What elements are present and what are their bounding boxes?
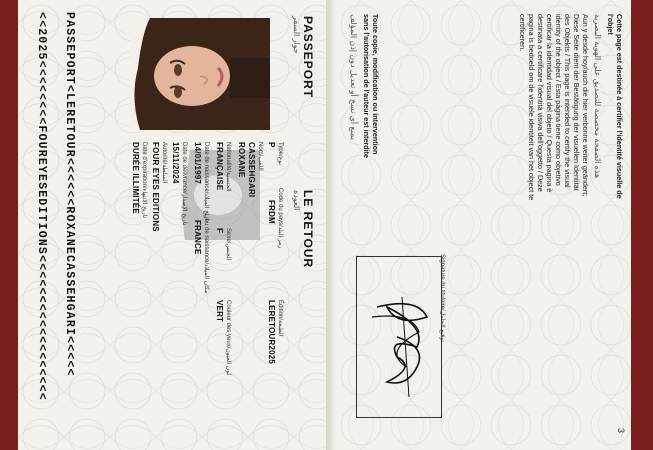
authority-label: Autorité/السلطة	[161, 142, 167, 184]
sex-value: F	[215, 228, 224, 234]
pob-value: FRANCE	[193, 220, 202, 255]
notice-body: Aun y desde hoy/auch die hier verbonne weiter geändert; Diese Seite dient der Bestätigung der visuellen Identität des Objekts / This page is intended to certify the visual identity of the object / Esta página tiene como objetivo certificar la identidad visual del objeto / Questa pagina è destinata a certificare l'identità visiva dell'oggetto / Deze pagina is bedoeld om de visuele identiteit van het object te certificeren.	[518, 14, 590, 201]
surname-label: Nom/اللقب	[257, 142, 263, 171]
le-retour-title: LE RETOUR	[301, 190, 315, 269]
country-code-label: Code du pays/رمز البلد	[277, 188, 283, 249]
mrz-line-2: <<2025<<<<<<<<FOUREYESEDITIONS<<<<<<<<<<<<<<<<<<	[35, 12, 48, 401]
surname-value: CASSEHGARI	[247, 142, 256, 198]
signature-page	[336, 0, 631, 450]
signature-scribble	[357, 257, 441, 417]
data-page	[18, 0, 328, 450]
pob-label: Lieu de naissance/مكان الميلاد	[203, 214, 209, 294]
signature-box	[356, 256, 442, 418]
authority-value: FOUR EYES EDITIONS	[151, 142, 160, 232]
notice-arabic: هذه الصفحة مخصصة للتصديق على الهوية البصرية	[593, 14, 602, 179]
notice-warning-arabic: يمنع أي نسخ أو تعديل دون إذن المؤلف	[349, 14, 358, 140]
eye-colour-value: VERT	[215, 300, 224, 323]
dob-label: Date de naissance/تاريخ الميلاد	[203, 142, 209, 223]
le-retour-title-arabic: العودة	[292, 190, 301, 211]
issue-label: Date de délivrance/تاريخ الإصدار	[181, 142, 187, 226]
expiry-label: Date d'expiration/تاريخ الانتهاء	[141, 142, 147, 219]
notice-warning: Toute copie, modification ou intervention sans l'autorisation de l'auteur est interdite	[362, 14, 380, 159]
mrz-line-1: PASSEPORT<LERETOUR<<<<<<ROXANECASSEHGARI<<<<<	[63, 12, 76, 377]
sex-label: Sexe/الجنس	[225, 228, 231, 261]
edition-label: Édition/الطبعة	[277, 300, 283, 337]
holder-portrait	[130, 18, 270, 130]
passport-cover-right	[631, 0, 653, 450]
signature-label: Signature du titulaire/توقيع الحامل	[439, 254, 445, 342]
type-label: Type/نوع	[277, 142, 283, 166]
holder-photo	[130, 18, 270, 130]
notice-heading: Cette page est destinée à certifier l'identité visuelle de l'objet	[606, 14, 624, 199]
passport-title: PASSEPORT	[301, 16, 315, 99]
expiry-value: DURÉE ILLIMITÉE	[131, 142, 140, 214]
issue-value: 15/11/2024	[171, 142, 180, 184]
country-code-value: FRDM	[267, 200, 276, 224]
nationality-label: Nationalité/الجنسية	[225, 142, 231, 192]
nationality-value: FRANÇAISE	[215, 142, 224, 191]
given-names-value: ROXANE	[237, 142, 246, 178]
edition-value: LERETOUR2025	[267, 300, 276, 365]
passport-title-arabic: جواز السفر	[292, 16, 301, 54]
type-value: P	[267, 142, 276, 148]
spine-shadow	[326, 0, 336, 450]
page-number: 3	[616, 428, 626, 434]
eye-colour-label: Couleur des yeux/لون العيون	[225, 300, 231, 376]
dob-value: 14/01/1997	[193, 142, 202, 185]
